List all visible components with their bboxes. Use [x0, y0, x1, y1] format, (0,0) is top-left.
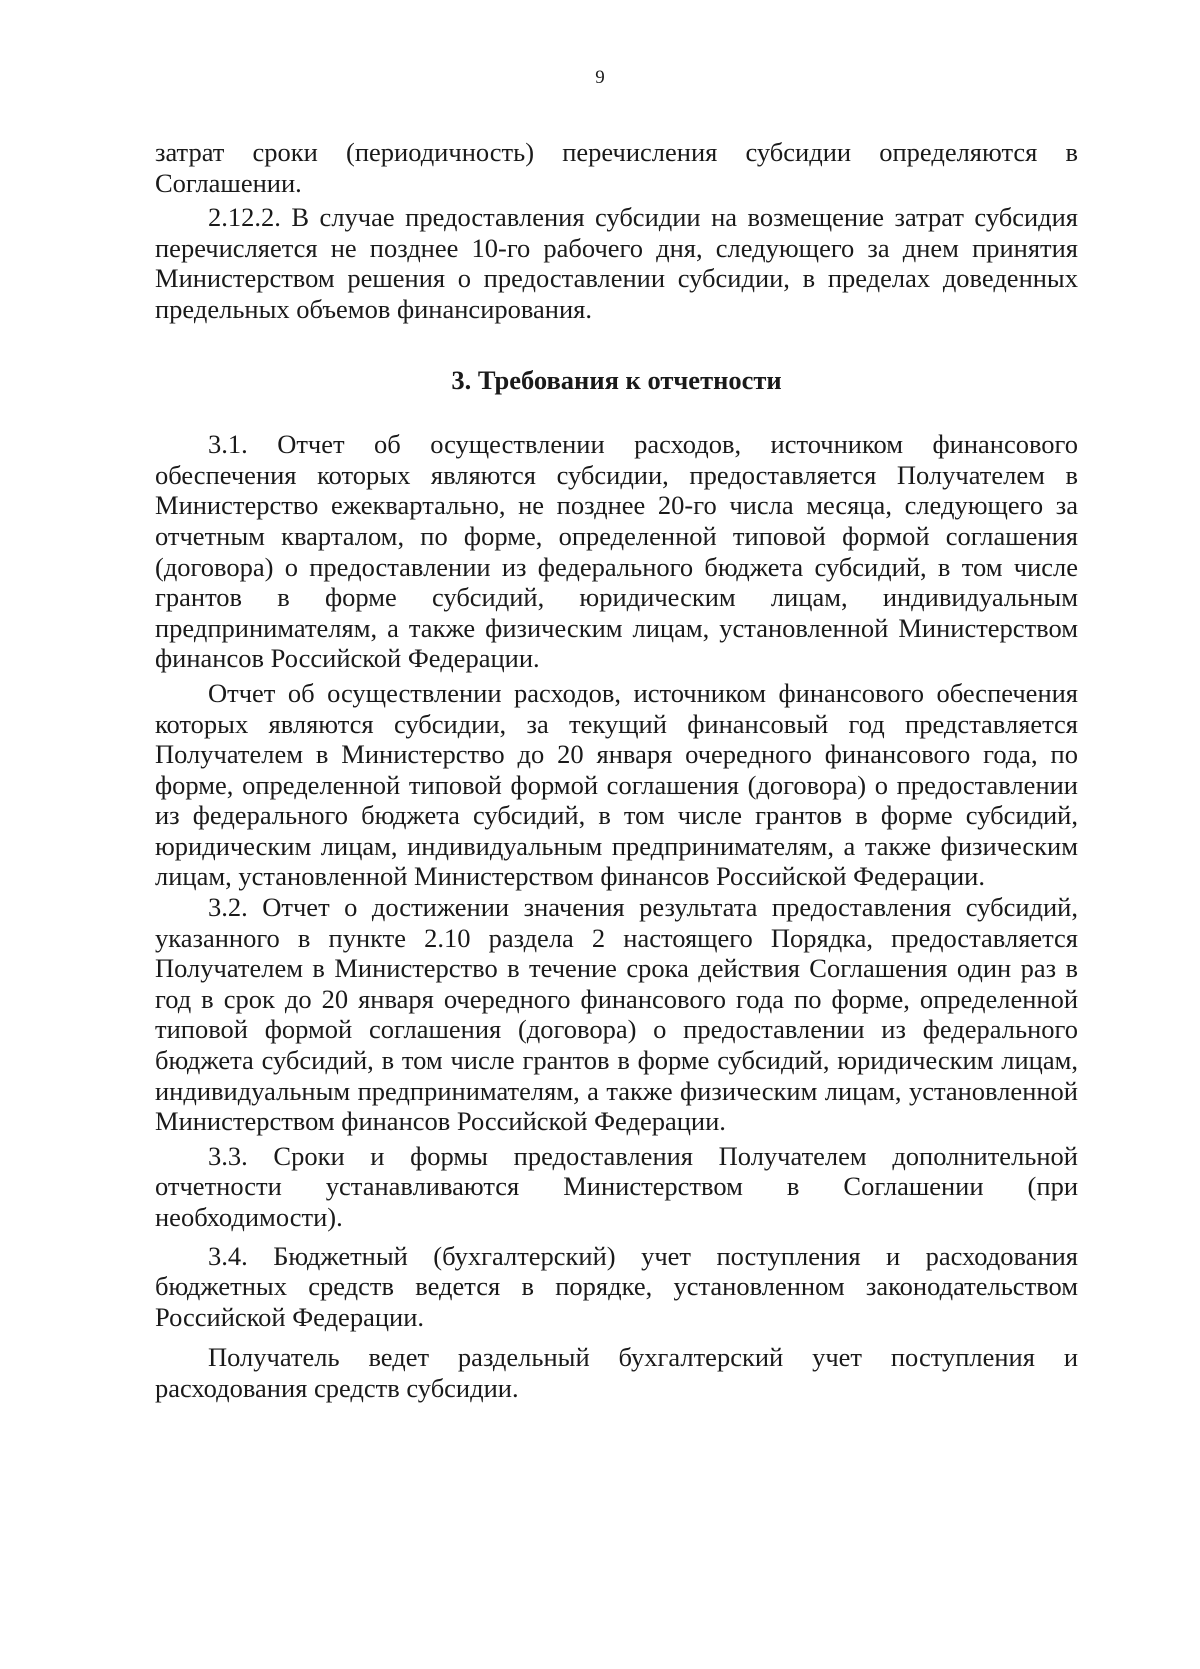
paragraph-3-2: 3.2. Отчет о достижении значения результата предоставления субсидий, указанного в пункте 2.10 раздела 2 настоящего Порядка, предоставляется Получателем в Министерство в течение срока действия Соглашения один раз в год в срок до 20 января очередного финансового года по форме, определенной типовой формой соглашения (договора) о предоставлении из федерального бюджета субсидий, в том числе грантов в форме субсидий, юридическим лицам, индивидуальным предпринимателям, а также физическим лицам, установленной Министерством финансов Российской Федерации. — [155, 892, 1078, 1137]
section-title: 3. Требования к отчетности — [451, 364, 782, 395]
paragraph-separate-accounting: Получатель ведет раздельный бухгалтерский учет поступления и расходования средств субсидии. — [155, 1342, 1078, 1403]
paragraph-3-3: 3.3. Сроки и формы предоставления Получателем дополнительной отчетности устанавливаются Министерством в Соглашении (при необходимости). — [155, 1140, 1078, 1232]
paragraph-3-1-annual-report: Отчет об осуществлении расходов, источником финансового обеспечения которых являются субсидии, за текущий финансовый год представляется Получателем в Министерство до 20 января очередного финансового года, по форме, определенной типовой формой соглашения (договора) о предоставлении из федерального бюджета субсидий, в том числе грантов в форме субсидий, юридическим лицам, индивидуальным предпринимателям, а также физическим лицам, установленной Министерством финансов Российской Федерации. — [155, 677, 1078, 892]
document-body — [155, 137, 1078, 1404]
paragraph-3-1: 3.1. Отчет об осуществлении расходов, источником финансового обеспечения которых являются субсидии, предоставляется Получателем в Министерство ежеквартально, не позднее 20-го числа месяца, следующего за отчетным кварталом, по форме, определенной типовой формой соглашения (договора) о предоставлении из федерального бюджета субсидий, в том числе грантов в форме субсидий, юридическим лицам, индивидуальным предпринимателям, а также физическим лицам, установленной Министерством финансов Российской Федерации. — [155, 429, 1078, 674]
paragraph-continuation: затрат сроки (периодичность) перечисления субсидии определяются в Соглашении. — [155, 137, 1078, 198]
paragraph-2-12-2: 2.12.2. В случае предоставления субсидии на возмещение затрат субсидия перечисляется не позднее 10-го рабочего дня, следующего за днем принятия Министерством решения о предоставлении субсидии, в пределах доведенных предельных объемов финансирования. — [155, 202, 1078, 324]
paragraph-3-4: 3.4. Бюджетный (бухгалтерский) учет поступления и расходования бюджетных средств ведется в порядке, установленном законодательством Российской Федерации. — [155, 1240, 1078, 1332]
page-number: 9 — [595, 67, 605, 88]
